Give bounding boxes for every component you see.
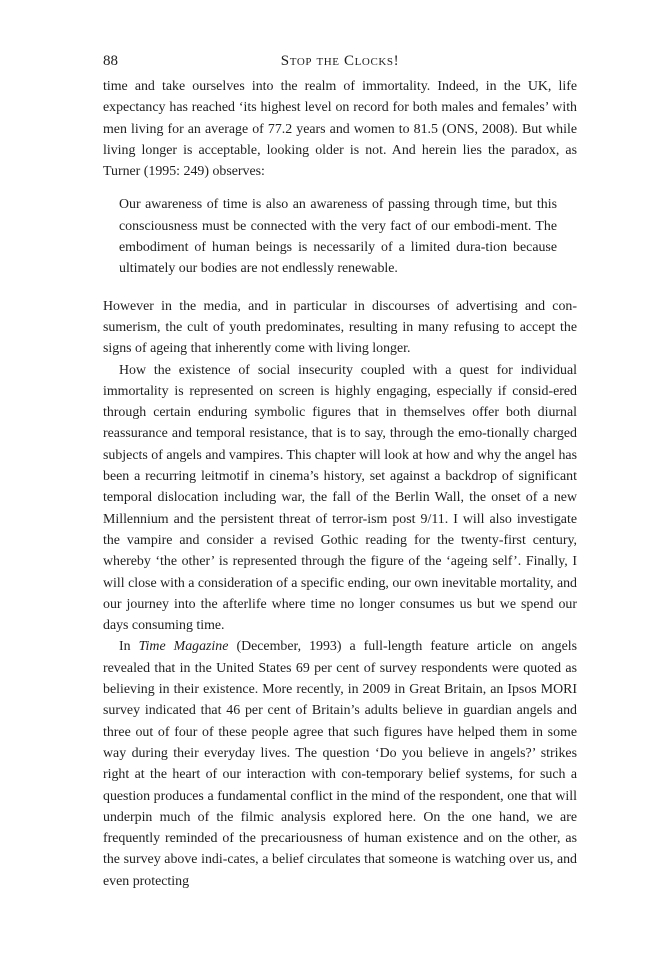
- magazine-title: Time Magazine: [138, 639, 229, 655]
- paragraph-4-rest: (December, 1993) a full-length feature article on angels revealed that in the United States 69 per cent of survey respondents were quoted as believing in their existence. More recently, in 2009 in Great Britain, an Ipsos MORI survey indicated that 46 per cent of Britain’s adults believe in guardian angels and three out of four of these people agree that such figures have helped them in some way during their everyday lives. The question ‘Do you believe in angels?’ strikes right at the heart of our interaction with con-temporary belief systems, for such a question produces a fundamental conflict in the mind of the respondent, one that will underpin much of the filmic analysis explored here. On the one hand, we are frequently reminded of the precariousness of human existence and on the other, as the survey above indi-cates, a belief circulates that someone is watching over us, and even protecting: [103, 639, 577, 889]
- paragraph-3: How the existence of social insecurity coupled with a quest for individual immortality is represented on screen is highly engaging, especially if consid-ered through certain enduring symbolic figures that in themselves offer both diurnal reassurance and temporal resistance, that is to say, through the emo-tionally charged subjects of angels and vampires. This chapter will look at how and why the angel has been a recurring leitmotif in cinema’s history, set against a backdrop of significant temporal dislocation including war, the fall of the Berlin Wall, the onset of a new Millennium and the persistent threat of terror-ism post 9/11. I will also investigate the vampire and consider a revised Gothic reading for the twenty-first century, whereby ‘the other’ is represented through the figure of the ‘ageing self’. Finally, I will close with a consideration of a specific ending, our own inevitable mortality, and our journey into the afterlife where time no longer consumes us but we spend our days consuming time.: [103, 362, 577, 634]
- paragraph-4: [103, 636, 577, 892]
- paragraph-2: However in the media, and in particular in discourses of advertising and con-sumerism, the cult of youth predominates, resulting in many refusing to accept the signs of ageing that inherently come with living longer.: [103, 298, 577, 357]
- running-title: Stop the Clocks!: [280, 53, 400, 69]
- paragraph-1: time and take ourselves into the realm of immortality. Indeed, in the UK, life expectancy has reached ‘its highest level on record for both males and females’ with men living for an average of 77.2 years and women to 81.5 (ONS, 2008). But while living longer is acceptable, looking older is not. And herein lies the paradox, as Turner (1995: 249) observes:: [103, 79, 577, 180]
- book-page: [103, 48, 577, 892]
- running-head: [103, 48, 577, 76]
- body-text: [103, 76, 577, 892]
- block-quote: Our awareness of time is also an awareness of passing through time, but this consciousness must be connected with the very fact of our embodi-ment. The embodiment of human beings is necessarily of a limited dura-tion because ultimately our bodies are not endlessly renewable.: [119, 197, 557, 277]
- page-number: 88: [103, 53, 118, 69]
- paragraph-4-lead: In: [119, 639, 139, 655]
